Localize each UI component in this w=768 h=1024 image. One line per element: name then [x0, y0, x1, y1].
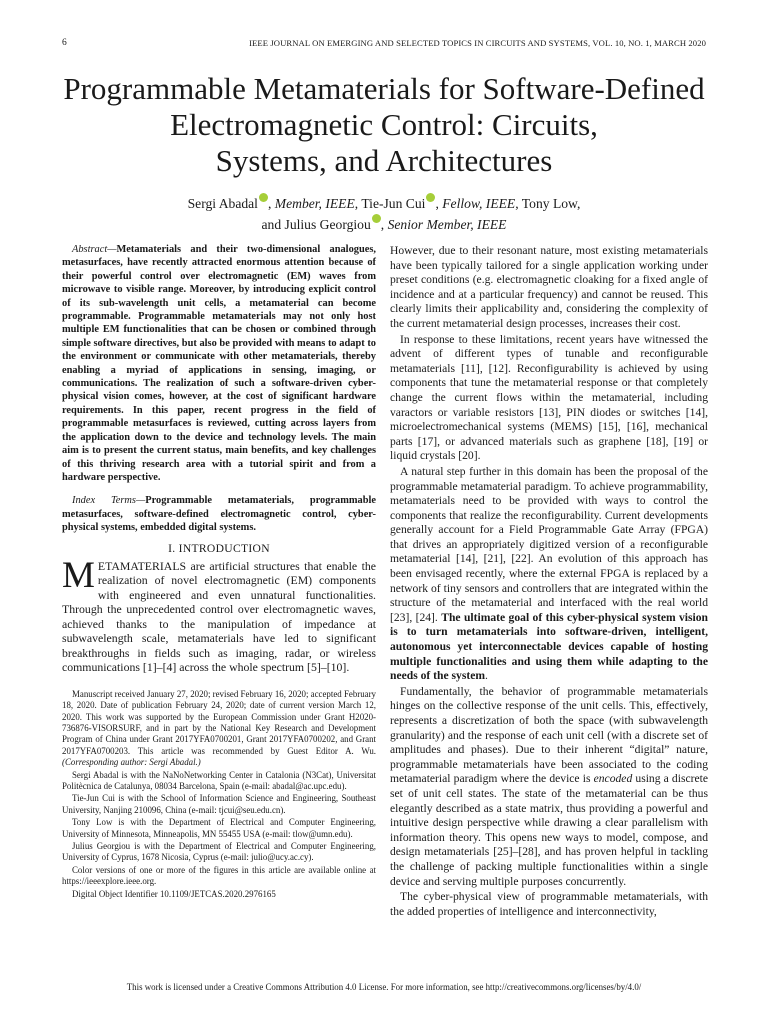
author-name: Tony Low, [521, 196, 581, 211]
index-terms-text: Programmable metamaterials, programmable metasurfaces, software-defined electromagnetic control, cyber-physical systems, embedded digital systems. [62, 495, 376, 534]
author-role: Fellow, IEEE [442, 196, 516, 211]
orcid-icon[interactable] [372, 214, 381, 223]
paragraph-text: A natural step further in this domain has been the proposal of the programmable metamaterial paradigm. To achieve programmability, metamaterials need to be provided with ways to control the components that realize the reconfigurability. Current developments generally account for a Field Programmable Gate Array (FPGA) that drives an appropriately digitized version of a reconfigurable metamaterial [14], [21], [22]. An evolution of this approach has been envisaged recently, where the external FPGA is replaced by a network of tiny sensors and controllers that are integrated within the structure of the metamaterial and interfaced with the real world [23], [24]. [390, 464, 708, 624]
author-name: Sergi Abadal [187, 196, 258, 211]
body-paragraph: In response to these limitations, recent years have witnessed the advent of different types of tunable and reconfigurable metamaterials [11], [12]. Reconfigurability is achieved by using components that tune the metamaterial response or that completely change the current flows within the metamaterial, including varactors or variable resistors [13], PIN diodes or switches [14], microelectromechanical systems (MEMS) [15], [16], mechanical parts [17], or advanced materials such as graphene [18], [19] or liquid crystals [20]. [390, 332, 708, 463]
body-paragraph: The cyber-physical view of programmable metamaterials, with the added properties of intelligence and interconnectivity, [390, 890, 708, 918]
title-line-2: Electromagnetic Control: Circuits, [170, 107, 598, 142]
footnotes [62, 689, 376, 900]
footnote-affiliation: Sergi Abadal is with the NaNoNetworking Center in Catalonia (N3Cat), Universitat Politècnica de Catalunya, 08034 Barcelona, Spain (e-mail: abadal@ac.upc.edu). [62, 769, 376, 791]
orcid-icon[interactable] [259, 193, 268, 202]
section-heading: I. INTRODUCTION [168, 541, 270, 555]
license-notice: This work is licensed under a Creative Commons Attribution 4.0 License. For more information, see http://creativecommons.org/licenses/by/4.0/ [126, 982, 642, 992]
author-role: Senior Member, IEEE [387, 217, 507, 232]
right-column [390, 244, 708, 919]
intro-paragraph [62, 554, 376, 675]
paragraph-text: using a discrete set of unit cell states. The state of the metamaterial can be thus elegantly described as a state matrix, thus providing a powerful and intuitive design perspective while drawing a clear parallelism with information theory. This opens new ways to model, compose, and design metamaterials [25]–[28], and has proven helpful in tackling the challenge of packing multiple functionalities within a single device and serving multiple purposes concurrently. [390, 772, 708, 888]
index-terms [62, 494, 376, 534]
title-line-1: Programmable Metamaterials for Software-Defined [63, 71, 705, 106]
paragraph-text: . [485, 669, 488, 683]
footnote-text: Manuscript received January 27, 2020; revised February 16, 2020; accepted February 18, 2020. Date of publication February 24, 2020; date of current version March 12, 2020. This work was supported by the European Commission under Grant H2020-736876-VISORSURF, and in part by the National Key Research and Development Program of China under Grant 2017YFA0700201, Grant 2017YFA0700202, and Grant 2017YFA0700203. This article was recommended by Guest Editor A. Wu. [62, 688, 376, 756]
author-conjunction: and [261, 217, 282, 232]
footnote-affiliation: Julius Georgiou is with the Department of Electrical and Computer Engineering, University of Cyprus, 1678 Nicosia, Cyprus (e-mail: julio@ucy.ac.cy). [62, 841, 376, 863]
body-paragraph [390, 685, 708, 889]
footnote-affiliation: Tony Low is with the Department of Electrical and Computer Engineering, University of Minnesota, Minneapolis, MN 55455 USA (e-mail: tlow@umn.edu). [62, 817, 376, 839]
intro-text: ETAMATERIALS are artificial structures that enable the realization of novel electromagnetic (EM) components with engineered and even unnatural functionalities. Through the unprecedented control over electromagnetic waves, achieved thanks to the manipulation of impedance at subwavelength scale, metamaterials have led to significant breakthroughs in fields such as imaging, radar, or wireless communications [1]–[4] across the whole spectrum [5]–[10]. [62, 558, 376, 675]
abstract-text: Metamaterials and their two-dimensional analogues, metasurfaces, have recently attracted enormous attention because of their powerful control over electromagnetic (EM) waves from microwave to visible range. Moreover, by introducing explicit control of its sub-wavelength unit cells, a metamaterial can become programmable. Programmable metamaterials may not only host multiple EM functionalities that can be chosen or combined through simple software directives, but also be provided with means to adapt to the environment or communicate with other metamaterials, thereby enabling a myriad of applications in sensing, imaging, or communications. The realization of such a software-driven cyber-physical vision comes, however, at the cost of significant hardware requirements. In this paper, recent progress in the field of programmable metasurfaces is reviewed, cutting across layers from the application down to the device and technology levels. The main aim is to present the current status, main benefits, and key challenges of this thriving research area with a tutorial spirit and from a hardware perspective. [62, 244, 376, 483]
body-paragraph: However, due to their resonant nature, most existing metamaterials have been typically tailored for a single application working under preset conditions (e.g. electromagnetic cloaking for a fixed angle of incidence and at a particular frequency) and cannot be reused. This clearly limits their applicability and, considering the complexity of the current metamaterial design processes, increases their cost. [390, 244, 708, 330]
paper-title [40, 71, 728, 179]
orcid-icon[interactable] [426, 193, 435, 202]
author-list: Sergi Abadal , Member, IEEE, Tie-Jun Cui , Fellow, IEEE, Tony Low, and Julius Georgiou , Senior Member, IEEE [60, 193, 708, 235]
drop-cap: M [62, 554, 95, 596]
abstract [62, 243, 376, 484]
page-number: 6 [62, 38, 67, 48]
index-terms-lead: Index Terms— [72, 495, 146, 507]
emphasized-text: The ultimate goal of this cyber-physical system vision is to turn metamaterials into software-driven, intelligent, autonomous yet interconnectable devices capable of hosting multiple functionalities and using them while adapting to the needs of the system [390, 610, 709, 683]
journal-header: IEEE JOURNAL ON EMERGING AND SELECTED TOPICS IN CIRCUITS AND SYSTEMS, VOL. 10, NO. 1, MARCH 2020 [249, 38, 706, 48]
footnote-affiliation: Tie-Jun Cui is with the School of Information Science and Engineering, Southeast University, Nanjing 210096, China (e-mail: tjcui@seu.edu.cn). [62, 793, 376, 815]
footnote-doi: Digital Object Identifier 10.1109/JETCAS.2020.2976165 [72, 888, 276, 899]
footnote-color-versions: Color versions of one or more of the figures in this article are available online at https://ieeexplore.ieee.org. [62, 864, 376, 887]
author-role: Member, IEEE [274, 196, 355, 211]
italic-text: encoded [593, 772, 633, 786]
paragraph-text: Fundamentally, the behavior of programmable metamaterials hinges on the collective response of the unit cells. This, effectively, represents a discretization of both the space (with subwavelength granularity) and the response of each unit cell (with a discrete set of amplitudes and phases). Due to their inherent “digital” nature, programmable metamaterials have been associated to the coding metamaterial paradigm where the device is [390, 684, 708, 786]
title-line-3: Systems, and Architectures [215, 143, 553, 178]
corresponding-author: (Corresponding author: Sergi Abadal.) [62, 757, 201, 768]
body-paragraph [390, 465, 708, 684]
left-column [62, 243, 376, 901]
author-name: Julius Georgiou [284, 217, 371, 232]
footnote-manuscript [62, 689, 376, 769]
abstract-lead: Abstract— [72, 244, 117, 255]
author-name: Tie-Jun Cui [361, 196, 426, 211]
